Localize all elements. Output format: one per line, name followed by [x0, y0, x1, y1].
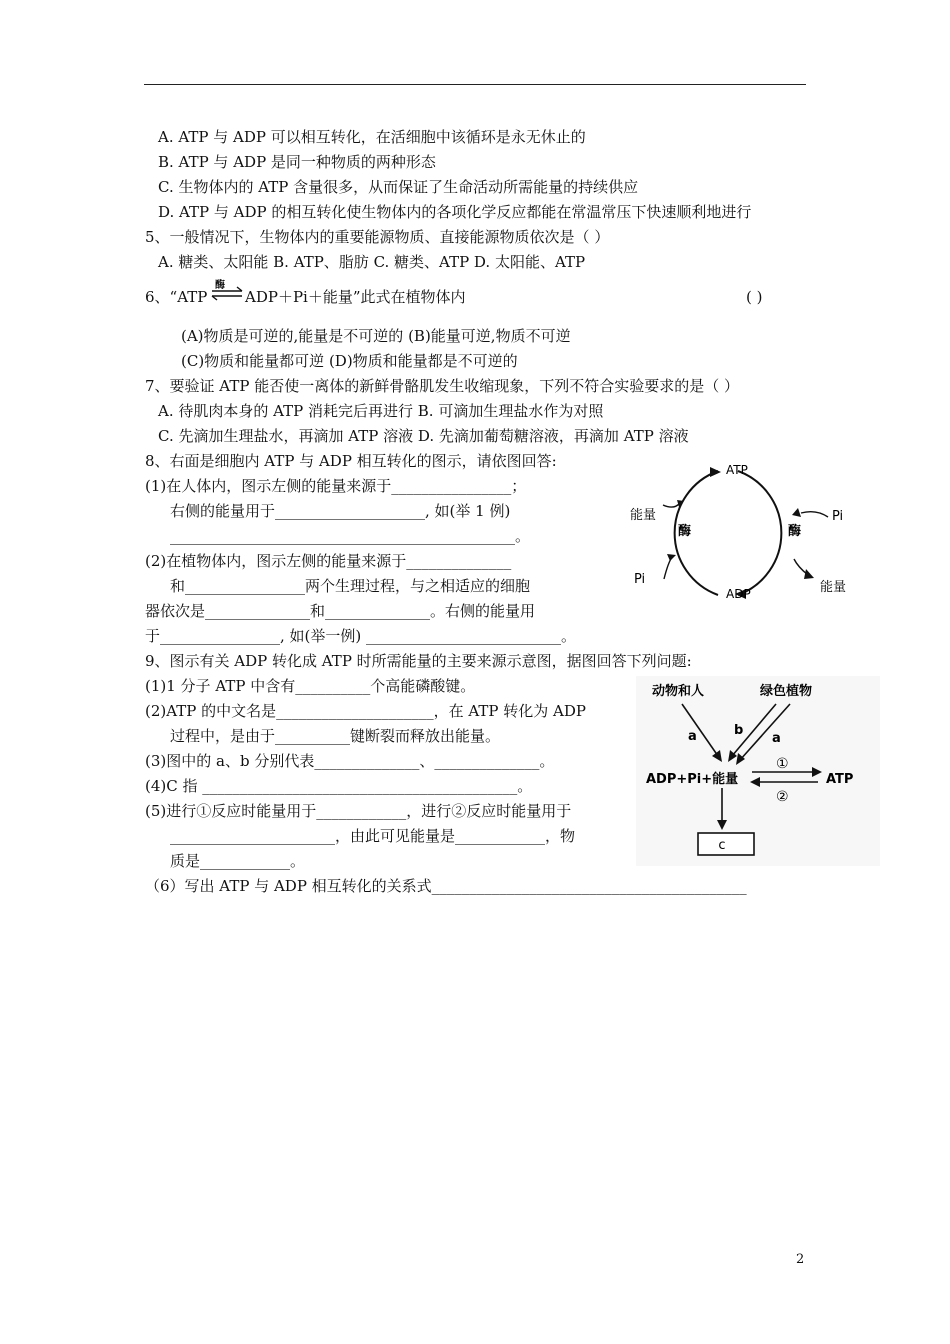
q6-options-row2: (C)物质和能量都可逆 (D)物质和能量都是不可逆的	[181, 352, 518, 370]
q7-stem: 7、要验证 ATP 能否使一离体的新鲜骨骼肌发生收缩现象，下列不符合实验要求的是（ ）	[145, 377, 739, 395]
label-atp-right: ATP	[826, 772, 854, 787]
q6-options-row1: (A)物质是可逆的,能量是不可逆的 (B)能量可逆,物质不可逆	[181, 327, 571, 345]
atp-adp-cycle-diagram	[620, 455, 860, 605]
q8-line6: 器依次是______________和______________。右侧的能量用	[145, 602, 536, 620]
right-arc	[738, 471, 781, 595]
label-b: b	[734, 723, 744, 738]
label-pi-left: Pi	[634, 572, 646, 587]
q9-line7: ______________________，由此可见能量是____________，物	[170, 827, 576, 845]
page-number: 2	[796, 1252, 805, 1267]
diagram-background	[636, 676, 880, 866]
label-reaction-1: ①	[776, 756, 789, 772]
label-enzyme-right: 酶	[788, 524, 802, 539]
label-animals: 动物和人	[652, 684, 705, 699]
q5-options: A. 糖类、太阳能 B. ATP、脂肪 C. 糖类、ATP D. 太阳能、ATP	[158, 253, 586, 271]
label-a1: a	[688, 729, 697, 744]
q7-options-row2: C. 先滴加生理盐水，再滴加 ATP 溶液 D. 先滴加葡萄糖溶液，再滴加 ATP 溶液	[158, 427, 689, 445]
label-c: c	[718, 838, 726, 853]
q4-option-b: B. ATP 与 ADP 是同一种物质的两种形态	[158, 153, 436, 171]
q4-option-a: A. ATP 与 ADP 可以相互转化，在活细胞中该循环是永无休止的	[158, 128, 586, 146]
q9-line2: (2)ATP 的中文名是_____________________，在 ATP 转化为 ADP	[145, 702, 586, 720]
arrowhead-to-atp	[710, 467, 721, 477]
q8-stem: 8、右面是细胞内 ATP 与 ADP 相互转化的图示，请依图回答:	[145, 452, 557, 470]
q9-line4: (3)图中的 a、b 分别代表______________、______________。	[145, 752, 555, 770]
label-energy-left: 能量	[630, 508, 657, 523]
label-energy-right: 能量	[820, 580, 847, 595]
label-enzyme-left: 酶	[678, 524, 692, 539]
q9-line6: (5)进行①反应时能量用于____________，进行②反应时能量用于	[145, 802, 572, 820]
q6-enzyme-label: 酶	[215, 280, 225, 291]
q4-option-c: C. 生物体内的 ATP 含量很多，从而保证了生命活动所需能量的持续供应	[158, 178, 639, 196]
label-plants: 绿色植物	[760, 684, 813, 699]
q9-line5: (4)C 指 __________________________________________。	[145, 777, 533, 795]
header-rule	[144, 84, 806, 85]
q9-line9: （6）写出 ATP 与 ADP 相互转化的关系式__________________________________________	[145, 877, 747, 895]
q8-line7: 于________________, 如(举一例) __________________________。	[145, 627, 577, 645]
label-pi-right: Pi	[832, 509, 844, 524]
label-adp: ADP	[726, 587, 751, 601]
q8-line5: 和________________两个生理过程，与之相适应的细胞	[170, 577, 531, 595]
q9-line3: 过程中，是由于__________键断裂而释放出能量。	[170, 727, 501, 745]
q8-line4: (2)在植物体内，图示左侧的能量来源于______________	[145, 552, 512, 570]
q8-line1: (1)在人体内，图示左侧的能量来源于________________；	[145, 477, 527, 495]
label-reaction-2: ②	[776, 789, 789, 805]
reversible-arrow-icon	[210, 286, 244, 302]
q9-stem: 9、图示有关 ADP 转化成 ATP 时所需能量的主要来源示意图，据图回答下列问题:	[145, 652, 692, 670]
q7-options-row1: A. 待肌肉本身的 ATP 消耗完后再进行 B. 可滴加生理盐水作为对照	[158, 402, 604, 420]
q6-stem-pre: 6、“ATP	[145, 288, 208, 306]
q4-option-d: D. ATP 与 ADP 的相互转化使生物体内的各项化学反应都能在常温常压下快速顺利地进行	[158, 203, 752, 221]
q8-line2: 右侧的能量用于____________________, 如(举 1 例)	[170, 502, 511, 520]
label-a2: a	[772, 731, 781, 746]
energy-source-diagram	[636, 676, 880, 866]
label-adp-pi-energy: ADP+Pi+能量	[646, 772, 739, 787]
q9-line8: 质是____________。	[170, 852, 306, 870]
q6-stem-post: ADP＋Pi＋能量”此式在植物体内	[245, 288, 466, 306]
box-c	[698, 833, 754, 855]
q8-line3: ______________________________________________。	[170, 527, 531, 545]
q9-line1: (1)1 分子 ATP 中含有__________个高能磷酸键。	[145, 677, 476, 695]
q6-answer-paren: ( )	[746, 288, 763, 306]
q5-stem: 5、一般情况下，生物体内的重要能源物质、直接能源物质依次是（ ）	[145, 228, 610, 246]
label-atp: ATP	[726, 463, 748, 477]
